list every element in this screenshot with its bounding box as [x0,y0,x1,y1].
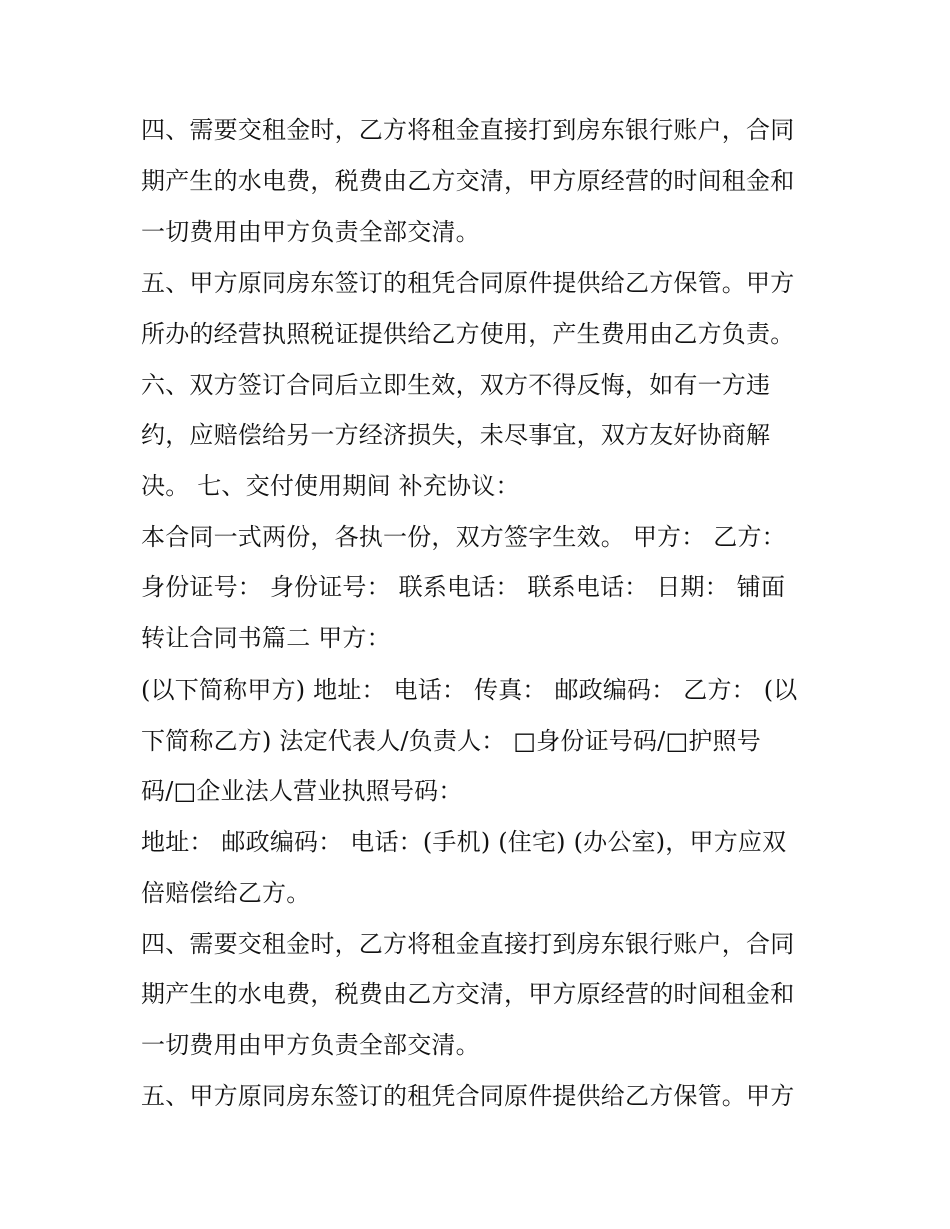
text-line: 转让合同书篇二 甲方： [141,624,391,652]
text-line: 一切费用由甲方负责全部交清。 [141,218,480,246]
text-line: 码/□企业法人营业执照号码： [141,777,463,805]
text-line: 期产生的水电费，税费由乙方交清，甲方原经营的时间租金和 [141,980,795,1008]
text-line: 身份证号： 身份证号： 联系电话： 联系电话： 日期： 铺面 [141,573,786,601]
text-line: 地址： 邮政编码： 电话：(手机) (住宅) (办公室)，甲方应双 [141,828,787,856]
text-line: 决。 七、交付使用期间 补充协议： [141,472,520,500]
text-line: 五、甲方原同房东签订的租凭合同原件提供给乙方保管。甲方 [141,269,795,297]
text-line: (以下简称甲方) 地址： 电话： 传真： 邮政编码： 乙方： (以 [141,676,798,704]
text-line: 倍赔偿给乙方。 [141,879,311,907]
text-line: 四、需要交租金时，乙方将租金直接打到房东银行账户，合同 [141,930,795,958]
text-line: 一切费用由甲方负责全部交清。 [141,1031,480,1059]
text-line: 期产生的水电费，税费由乙方交清，甲方原经营的时间租金和 [141,167,795,195]
text-line: 四、需要交租金时，乙方将租金直接打到房东银行账户，合同 [141,116,795,144]
text-line: 五、甲方原同房东签订的租凭合同原件提供给乙方保管。甲方 [141,1082,795,1110]
text-line: 约，应赔偿给另一方经济损失，未尽事宜，双方友好协商解 [141,421,771,449]
text-line: 所办的经营执照税证提供给乙方使用，产生费用由乙方负责。 [141,320,795,348]
text-line: 下简称乙方) 法定代表人/负责人： □身份证号码/□护照号 [141,727,761,755]
text-line: 六、双方签订合同后立即生效，双方不得反悔，如有一方违 [141,371,771,399]
text-line: 本合同一式两份，各执一份，双方签字生效。 甲方： 乙方： [141,523,786,551]
